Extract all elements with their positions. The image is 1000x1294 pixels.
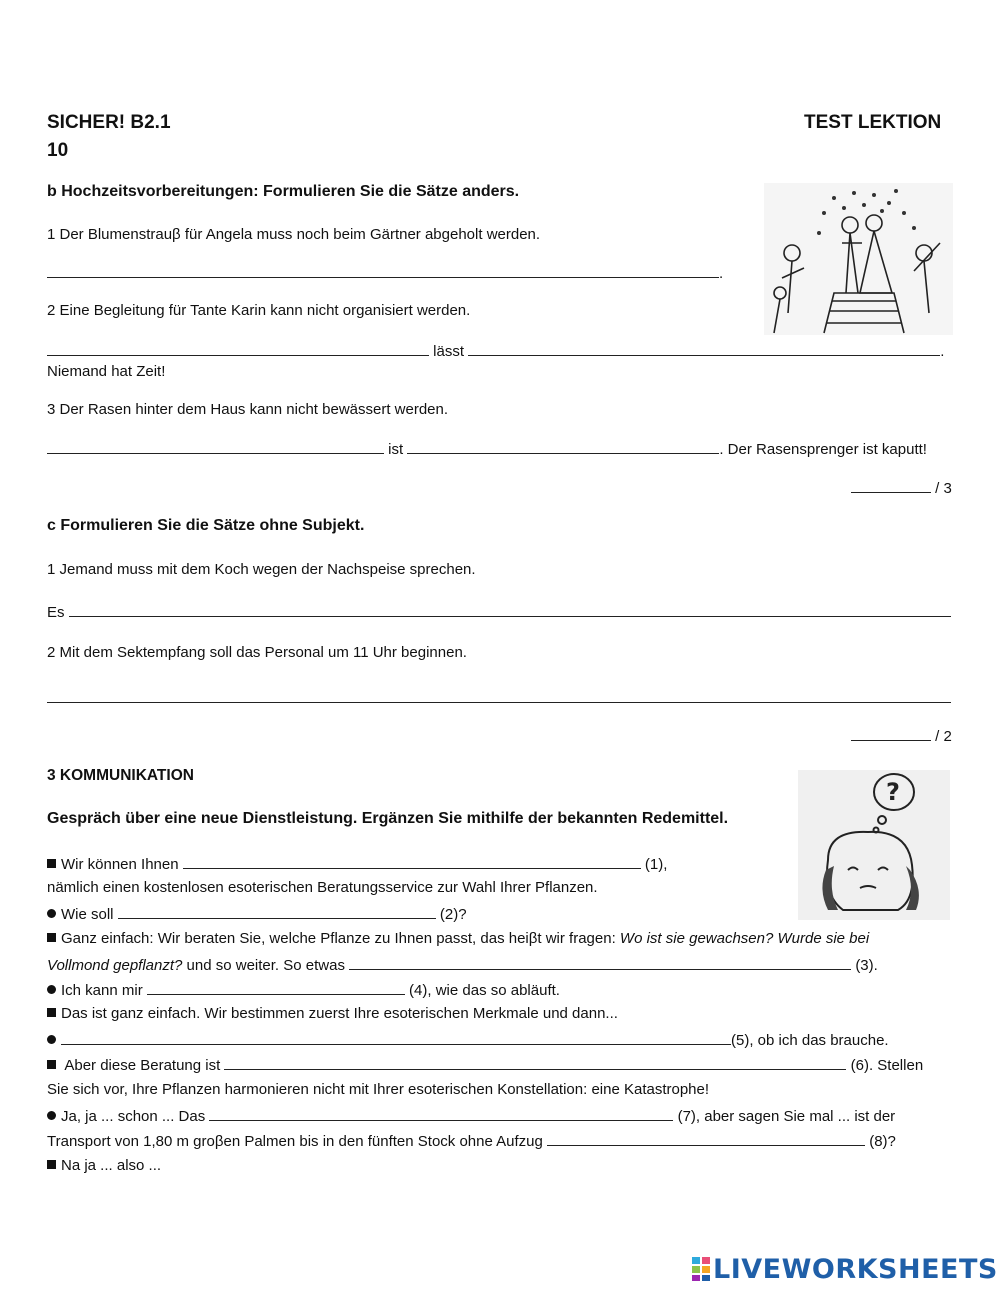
dialogue-line-12: Transport von 1,80 m groβen Palmen bis in den fünften Stock ohne Aufzug (8)? (47, 1133, 896, 1150)
answer-blank-4[interactable] (147, 980, 405, 995)
dialogue-line-3: Wie soll (2)? (47, 904, 467, 923)
header-test-label: TEST LEKTION (804, 112, 942, 133)
liveworksheets-logo[interactable] (692, 1254, 998, 1285)
logo-icon (692, 1257, 710, 1281)
dialogue-line-5: Vollmond gepflanzt? und so weiter. So etwas (3). (47, 957, 878, 974)
dot-bullet-icon (47, 1035, 56, 1044)
section-c-score: / 2 (851, 726, 952, 745)
section-b-question-1: 1 Der Blumenstrauβ für Angela muss noch beim Gärtner abgeholt werden. (47, 226, 541, 243)
section-c-question-2: 2 Mit dem Sektempfang soll das Personal um 11 Uhr beginnen. (47, 644, 467, 661)
section-b-answer-2-row: lässt . (47, 341, 944, 360)
dot-bullet-icon (47, 1111, 56, 1120)
answer-blank-7[interactable] (209, 1106, 673, 1121)
section-b-answer-3-row: ist . Der Rasensprenger ist kaputt! (47, 439, 927, 458)
dialogue-line-9: Aber diese Beratung ist (6). Stellen (47, 1055, 923, 1074)
answer-blank[interactable] (47, 686, 951, 703)
section-b-score: / 3 (851, 478, 952, 497)
dialogue-line-7: Das ist ganz einfach. Wir bestimmen zuerst Ihre esoterischen Merkmale und dann... (47, 1005, 618, 1022)
section-b-note: Niemand hat Zeit! (47, 363, 166, 380)
answer-blank[interactable] (468, 341, 940, 356)
wedding-illustration (764, 183, 953, 335)
logo-text: LIVEWORKSHEETS (713, 1254, 998, 1285)
section-3-subtitle: Gespräch über eine neue Dienstleistung. Ergänzen Sie mithilfe der bekannten Redemittel. (47, 810, 729, 827)
square-bullet-icon (47, 933, 56, 942)
section-c-answer-1-row: Es (47, 602, 951, 621)
score-blank[interactable] (851, 478, 931, 493)
header-number: 10 (47, 140, 69, 161)
section-b-question-2: 2 Eine Begleitung für Tante Karin kann nicht organisiert werden. (47, 302, 471, 319)
square-bullet-icon (47, 1060, 56, 1069)
dialogue-line-10: Sie sich vor, Ihre Pflanzen harmonieren nicht mit Ihrer esoterischen Konstellation: eine Katastrophe! (47, 1081, 710, 1098)
square-bullet-icon (47, 859, 56, 868)
dot-bullet-icon (47, 985, 56, 994)
answer-blank-6[interactable] (224, 1055, 846, 1070)
square-bullet-icon (47, 1160, 56, 1169)
square-bullet-icon (47, 1008, 56, 1017)
thinking-girl-illustration (798, 770, 950, 920)
section-b-question-3: 3 Der Rasen hinter dem Haus kann nicht bewässert werden. (47, 401, 449, 418)
section-b-answer-1-row: . (47, 263, 723, 282)
answer-blank-8[interactable] (547, 1131, 865, 1146)
svg-text:?: ? (886, 778, 900, 806)
section-c-question-1: 1 Jemand muss mit dem Koch wegen der Nachspeise sprechen. (47, 561, 476, 578)
answer-blank-2[interactable] (118, 904, 436, 919)
header-title: SICHER! B2.1 (47, 112, 171, 133)
answer-blank[interactable] (47, 263, 719, 278)
answer-blank-1[interactable] (183, 854, 641, 869)
answer-blank[interactable] (407, 439, 719, 454)
dialogue-line-8: (5), ob ich das brauche. (47, 1030, 889, 1049)
answer-blank[interactable] (69, 602, 951, 617)
answer-blank-3[interactable] (349, 955, 851, 970)
dot-bullet-icon (47, 909, 56, 918)
dialogue-line-13: Na ja ... also ... (47, 1157, 161, 1174)
dialogue-line-1: Wir können Ihnen (1), (47, 854, 667, 873)
dialogue-line-11: Ja, ja ... schon ... Das (7), aber sagen Sie mal ... ist der (47, 1106, 895, 1125)
dialogue-line-4: Ganz einfach: Wir beraten Sie, welche Pflanze zu Ihnen passt, das heiβt wir fragen: Wo ist sie gewachsen? Wurde sie bei (47, 930, 869, 947)
section-c-answer-2-row (47, 686, 951, 703)
answer-blank-5[interactable] (61, 1030, 731, 1045)
section-b-title: b Hochzeitsvorbereitungen: Formulieren Sie die Sätze anders. (47, 183, 520, 200)
answer-blank[interactable] (47, 439, 384, 454)
section-c-title: c Formulieren Sie die Sätze ohne Subjekt. (47, 517, 365, 534)
section-3-title: 3 KOMMUNIKATION (47, 767, 194, 784)
score-blank[interactable] (851, 726, 931, 741)
dialogue-line-2: nämlich einen kostenlosen esoterischen Beratungsservice zur Wahl Ihrer Pflanzen. (47, 879, 598, 896)
dialogue-line-6: Ich kann mir (4), wie das so abläuft. (47, 980, 560, 999)
answer-blank[interactable] (47, 341, 429, 356)
